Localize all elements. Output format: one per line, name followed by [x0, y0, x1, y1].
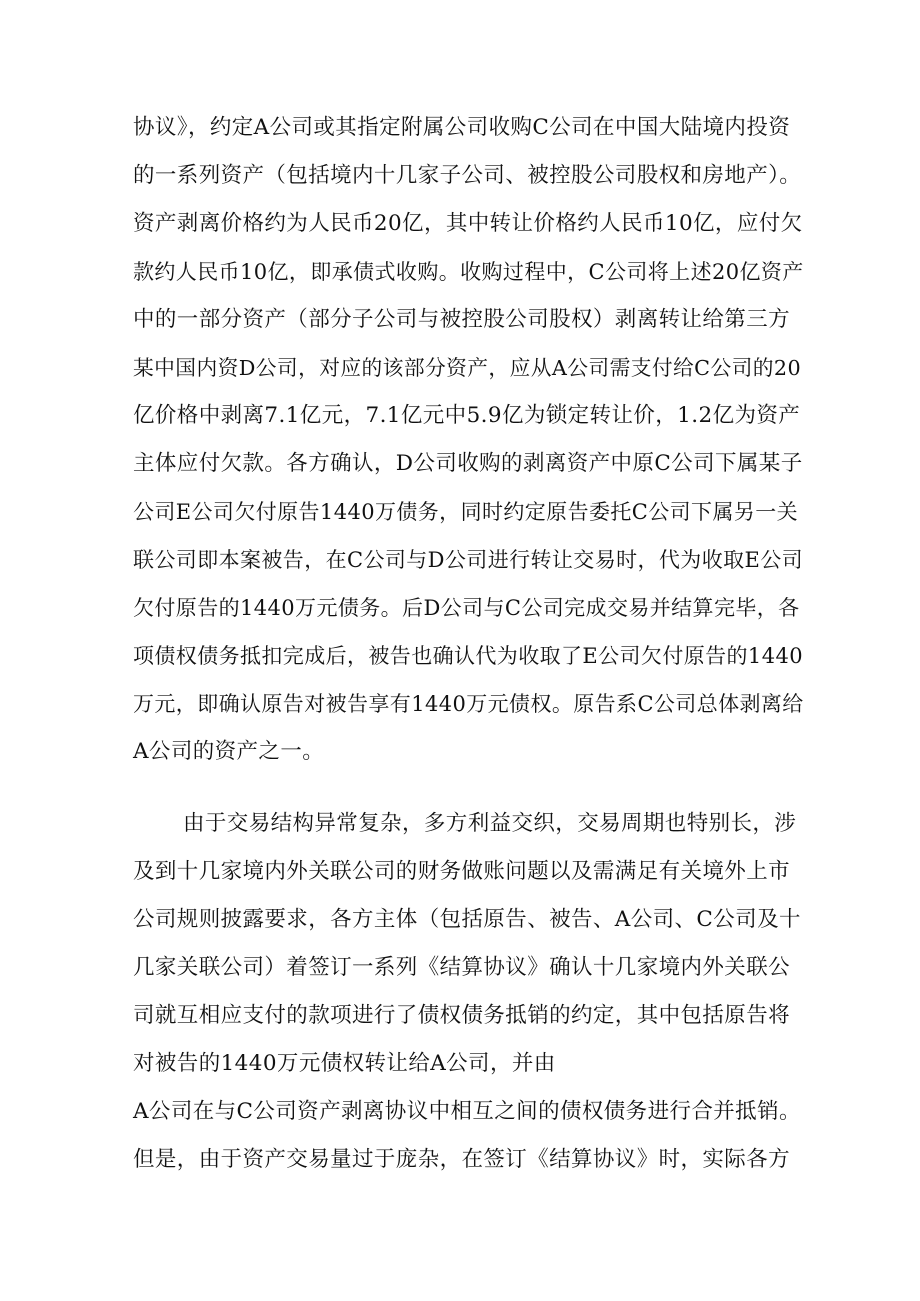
- text-line: 公司E公司欠付原告1440万债务，同时约定原告委托C公司下属另一关: [133, 500, 799, 524]
- text-line: 司就互相应支付的款项进行了债权债务抵销的约定，其中包括原告将: [133, 1003, 791, 1028]
- text-line: 资产剥离价格约为人民币20亿，其中转让价格约人民币10亿，应付欠: [133, 211, 803, 236]
- text-line: 的一系列资产（包括境内十几家子公司、被控股公司股权和房地产）。: [133, 163, 802, 188]
- text-line: 几家关联公司）着签订一系列《结算协议》确认十几家境内外关联公: [133, 955, 791, 980]
- text-line: 及到十几家境内外关联公司的财务做账问题以及需满足有关境外上市: [133, 859, 791, 884]
- text-line: 款约人民币10亿，即承债式收购。收购过程中，C公司将上述20亿资产: [133, 260, 804, 284]
- text-line: 欠付原告的1440万元债务。后D公司与C公司完成交易并结算完毕，各: [133, 596, 800, 620]
- text-line: 联公司即本案被告，在C公司与D公司进行转让交易时，代为收取E公司: [133, 548, 804, 572]
- text-line: 但是，由于资产交易量过于庞杂，在签订《结算协议》时，实际各方: [133, 1147, 791, 1172]
- text-line: 亿价格中剥离7.1亿元，7.1亿元中5.9亿为锁定转让价，1.2亿为资产: [133, 403, 801, 428]
- text-line: 某中国内资D公司，对应的该部分资产，应从A公司需支付给C公司的20: [133, 356, 802, 380]
- text-line: 主体应付欠款。各方确认，D公司收购的剥离资产中原C公司下属某子: [133, 451, 803, 476]
- text-line: 项债权债务抵扣完成后，被告也确认代为收取了E公司欠付原告的1440: [133, 644, 803, 668]
- text-line: 公司规则披露要求，各方主体（包括原告、被告、A公司、C公司及十: [133, 907, 801, 932]
- text-line: A公司的资产之一。: [133, 739, 325, 764]
- text-line: 由于交易结构异常复杂，多方利益交织，交易周期也特别长，涉: [183, 811, 797, 836]
- text-line: 对被告的1440万元债权转让给A公司，并由: [133, 1051, 556, 1076]
- text-line: 协议》，约定A公司或其指定附属公司收购C公司在中国大陆境内投资: [133, 115, 791, 140]
- text-line: A公司在与C公司资产剥离协议中相互之间的债权债务进行合并抵销。: [133, 1099, 801, 1124]
- text-line: 中的一部分资产（部分子公司与被控股公司股权）剥离转让给第三方: [133, 307, 791, 332]
- text-line: 万元，即确认原告对被告享有1440万元债权。原告系C公司总体剥离给: [133, 692, 804, 716]
